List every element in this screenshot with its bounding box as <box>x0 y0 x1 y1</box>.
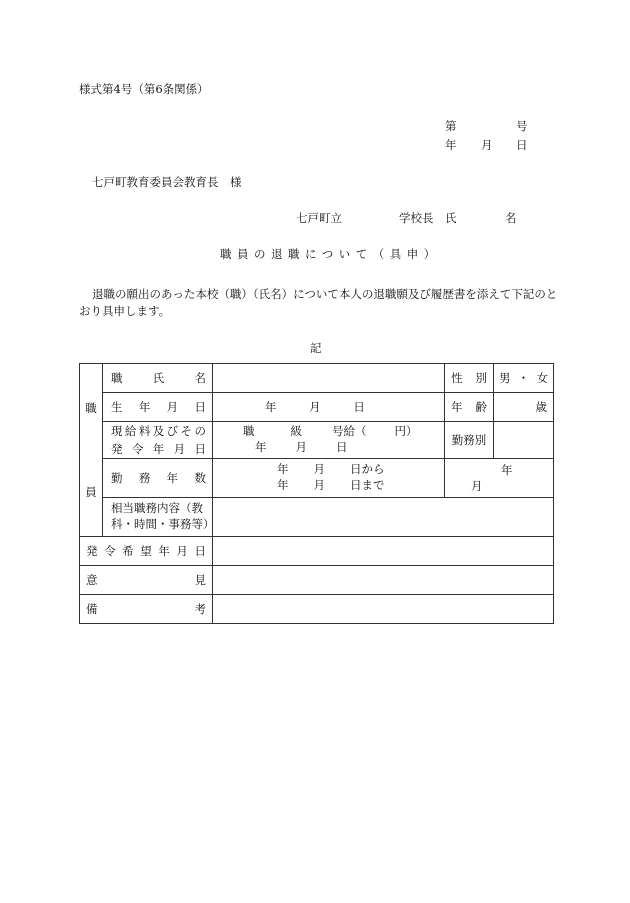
salary-date-month: 月 <box>295 440 307 454</box>
sender-principal: 学校長 <box>399 211 434 225</box>
label-char: 備 <box>86 602 98 616</box>
opinion-label-cell <box>80 566 213 595</box>
order-date-value-cell[interactable] <box>213 537 554 566</box>
service-to-year: 年 <box>277 478 289 492</box>
salary-date-day: 日 <box>336 440 348 454</box>
document-number-prefix: 第 <box>445 119 457 133</box>
label-char: 別 <box>475 371 487 385</box>
body-text-line-1: 退職の願出のあった本校（職）（氏名）について本人の退職願及び履歴書を添えて下記のと <box>92 287 558 301</box>
document-title: 職員の退職について（具申） <box>220 247 441 261</box>
retirement-form-table <box>79 363 554 624</box>
kinmubetsu-label: 勤務別 <box>451 433 487 447</box>
label-char: 名 <box>194 371 206 385</box>
ki-marker: 記 <box>310 341 322 355</box>
staff-side-label <box>80 364 103 537</box>
label-char: 発 <box>86 544 98 558</box>
name-label <box>111 370 206 386</box>
salary-shoku: 職 <box>243 424 255 439</box>
service-total-cell[interactable] <box>445 459 554 498</box>
label-char: 勤 <box>111 471 123 485</box>
service-total-year: 年 <box>501 463 513 477</box>
label-char: 考 <box>194 602 206 616</box>
label-char: 望 <box>140 544 152 558</box>
service-to-month: 月 <box>313 478 325 492</box>
date-year-label: 年 <box>445 138 457 152</box>
birth-month-label: 月 <box>309 400 321 414</box>
sex-value <box>499 370 548 386</box>
birth-day-label: 日 <box>353 400 365 414</box>
label-char: の <box>194 424 206 438</box>
kinmubetsu-value-cell[interactable] <box>494 422 554 459</box>
label-char: 令 <box>104 544 116 558</box>
body-text-line-2: おり具申します。 <box>79 304 171 318</box>
age-label-cell <box>445 393 494 422</box>
label-char: 希 <box>122 544 134 558</box>
salary-yen: 円） <box>394 424 418 439</box>
date-month-label: 月 <box>481 138 493 152</box>
duties-value-cell[interactable] <box>213 498 554 537</box>
service-from-suffix: 日から <box>350 462 385 477</box>
remarks-label <box>86 601 206 617</box>
label-char: 令 <box>131 442 144 456</box>
sex-value-cell[interactable] <box>494 364 554 393</box>
label-char: 年 <box>166 471 179 485</box>
salary-kyu: 級 <box>290 424 302 439</box>
birth-value-cell[interactable] <box>213 393 445 422</box>
salary-label-cell <box>103 422 213 459</box>
label-char: 年 <box>158 544 170 558</box>
label-char: そ <box>180 424 193 438</box>
opinion-value-cell[interactable] <box>213 566 554 595</box>
document-number-suffix: 号 <box>516 119 528 133</box>
label-char: 男 <box>499 371 511 385</box>
label-char: 氏 <box>152 371 165 385</box>
label-char: 月 <box>166 400 179 414</box>
label-char: 見 <box>194 573 206 587</box>
birth-year-label: 年 <box>265 400 277 414</box>
remarks-label-cell <box>80 595 213 624</box>
label-char: 月 <box>176 544 188 558</box>
salary-value-cell[interactable] <box>213 422 445 459</box>
order-date-label <box>86 543 206 559</box>
label-char: 女 <box>536 371 548 385</box>
label-char: 日 <box>194 442 206 456</box>
sex-label <box>451 370 487 386</box>
label-char: 数 <box>194 471 206 485</box>
age-label <box>451 399 487 415</box>
opinion-label <box>86 572 206 588</box>
label-char: 給 <box>124 424 137 438</box>
label-char: 生 <box>111 400 123 414</box>
sender-town: 七戸町立 <box>296 211 342 225</box>
label-char: 性 <box>451 371 463 385</box>
label-char: 発 <box>111 442 123 456</box>
form-number: 様式第4号（第6条関係） <box>79 82 209 96</box>
service-to-suffix: 日まで <box>350 478 385 492</box>
salary-label-line-1 <box>111 423 206 439</box>
service-from-month: 月 <box>313 462 325 477</box>
name-value-cell[interactable] <box>213 364 445 393</box>
label-char: 職 <box>111 371 123 385</box>
label-char: 月 <box>173 442 186 456</box>
label-char: 務 <box>138 471 151 485</box>
label-char: 意 <box>86 573 98 587</box>
kinmubetsu-label-cell <box>445 422 494 459</box>
duties-label-line-2: 科・時間・事務等） <box>111 517 215 531</box>
side-label-shoku: 職 <box>85 401 97 415</box>
label-char: 年 <box>451 400 463 414</box>
sender-name-shi: 氏 <box>445 211 457 225</box>
label-char: ・ <box>517 371 530 385</box>
duties-label-cell <box>103 498 213 537</box>
age-unit: 歳 <box>535 400 547 414</box>
birth-label-cell <box>103 393 213 422</box>
label-char: 料 <box>138 424 151 438</box>
addressee: 七戸町教育委員会教育長 様 <box>92 175 242 189</box>
salary-gokyu: 号給（ <box>332 424 367 439</box>
age-value-cell[interactable] <box>494 393 554 422</box>
salary-label-line-2 <box>111 441 206 457</box>
service-label <box>111 470 206 486</box>
label-char: 及 <box>152 424 165 438</box>
label-char: 現 <box>111 424 123 438</box>
service-total-month: 月 <box>471 479 483 493</box>
label-char: 年 <box>152 442 165 456</box>
name-label-cell <box>103 364 213 393</box>
birth-label <box>111 399 206 415</box>
side-label-in: 員 <box>85 485 97 499</box>
order-date-label-cell <box>80 537 213 566</box>
sender-name-mei: 名 <box>505 211 517 225</box>
remarks-value-cell[interactable] <box>213 595 554 624</box>
sex-label-cell <box>445 364 494 393</box>
date-day-label: 日 <box>516 138 528 152</box>
label-char: 日 <box>194 400 206 414</box>
service-from-year: 年 <box>277 462 289 477</box>
service-period-cell[interactable] <box>213 459 445 498</box>
salary-date-year: 年 <box>255 440 267 454</box>
label-char: 齢 <box>475 400 487 414</box>
label-char: 年 <box>138 400 151 414</box>
label-char: び <box>166 424 179 438</box>
duties-label-line-1: 相当職務内容（教 <box>111 501 203 516</box>
service-label-cell <box>103 459 213 498</box>
label-char: 日 <box>194 544 206 558</box>
